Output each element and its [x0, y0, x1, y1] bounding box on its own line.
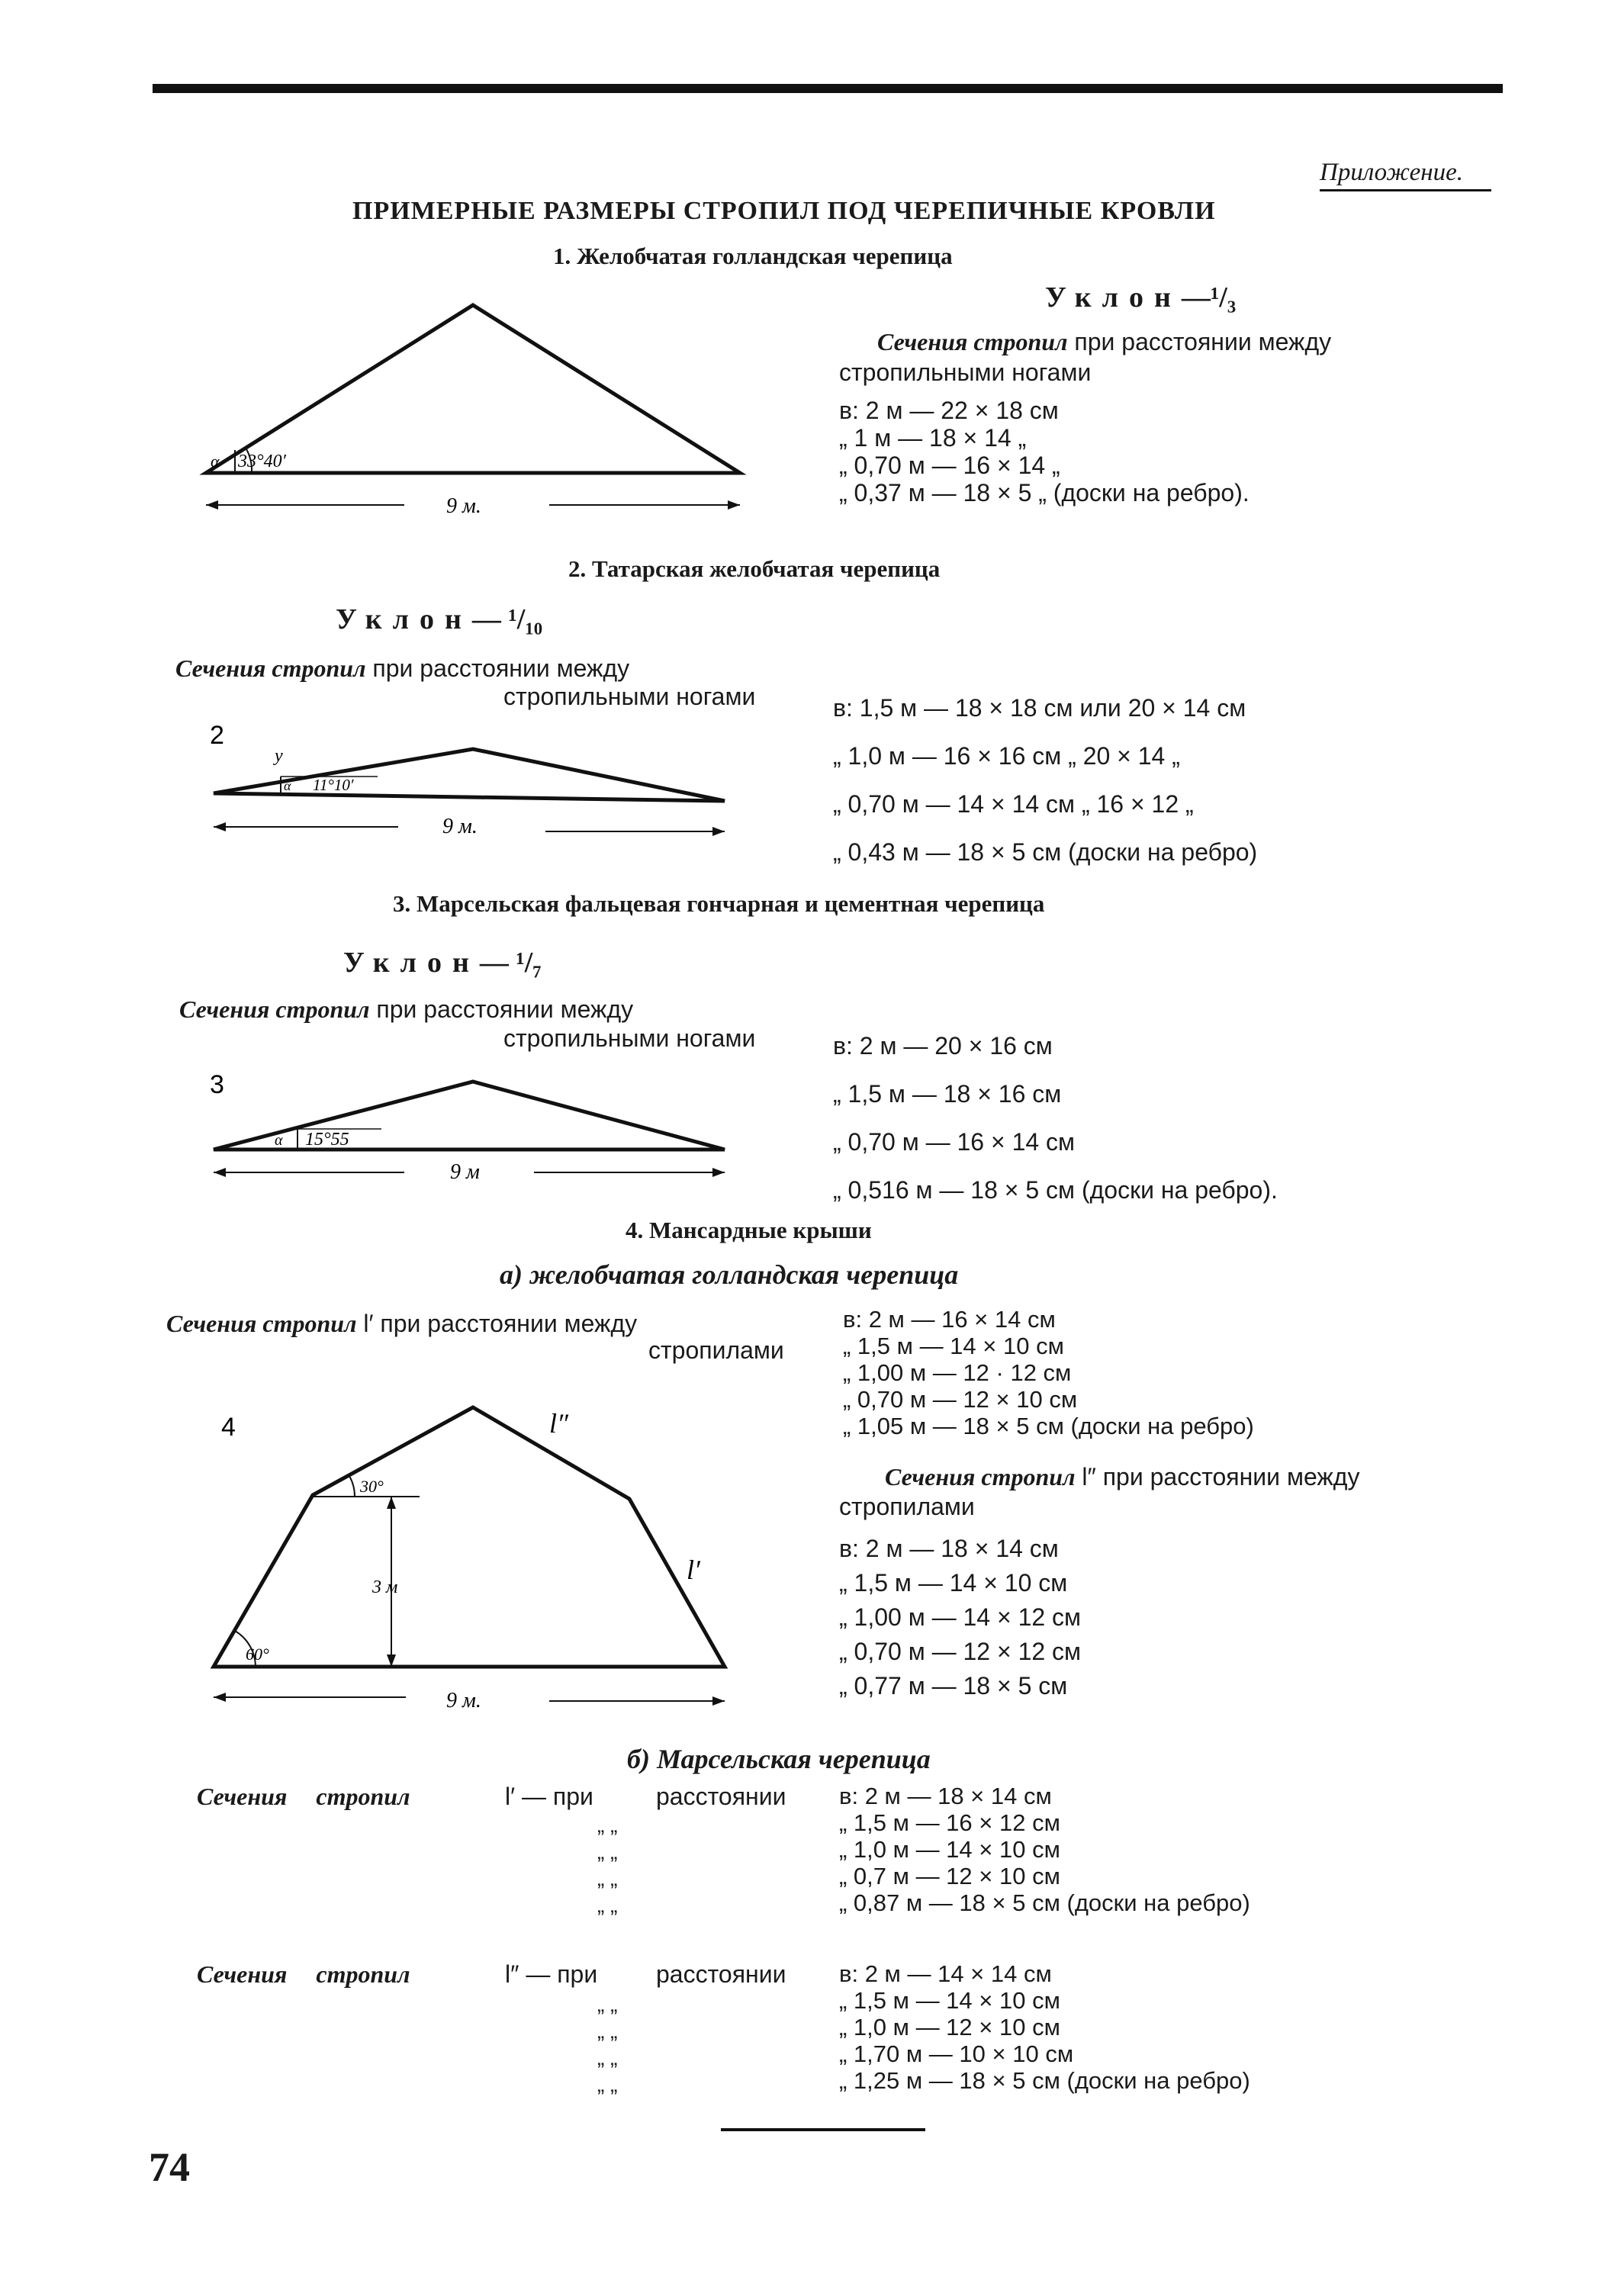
row: „ 0,70 м — 16 × 14 „ [839, 452, 1060, 479]
appendix-label: Приложение. [1320, 159, 1463, 186]
row: „ 0,70 м — 16 × 14 см [833, 1128, 1076, 1156]
row: „ 0,70 м — 12 × 12 см [839, 1638, 1082, 1665]
span-label: 9 м. [446, 494, 481, 518]
ditto-mark: „ „ [597, 1840, 618, 1863]
section-4b-dist-2: расстоянии [656, 1960, 786, 1988]
figure-mark: у [275, 746, 283, 766]
section-1-sections-caption-2: стропильными ногами [839, 359, 1092, 386]
caption-italic: Сечения стропил [197, 1783, 410, 1810]
row: „ 0,77 м — 18 × 5 см [839, 1672, 1068, 1699]
row: в: 2 м — 18 × 14 см [839, 1535, 1059, 1562]
caption-italic: Сечения стропил [197, 1960, 410, 1988]
mansard-outline [214, 1407, 725, 1667]
slope-word: Уклон [336, 603, 472, 635]
caption-italic: Сечения стропил [885, 1463, 1076, 1490]
section-4b-ditto-2 [597, 1991, 617, 2098]
angle-label: 33°40′ [238, 452, 286, 471]
section-4b-heading: б) Марсельская черепица [627, 1744, 931, 1774]
section-4a-rows-1 [843, 1306, 1254, 1439]
roof-triangle [214, 1082, 725, 1150]
bottom-rule [721, 2128, 925, 2131]
row: „ 1,5 м — 14 × 10 см [843, 1333, 1064, 1359]
section-1-rows [839, 397, 1250, 506]
slope-word: Уклон [1045, 281, 1182, 314]
slope-word: Уклон [343, 947, 480, 979]
caption-rest: l′ при расстоянии между [363, 1310, 638, 1337]
figure-number: 3 [210, 1070, 224, 1099]
section-4b-dist-1: расстоянии [656, 1783, 786, 1810]
section-1-heading: 1. Желобчатая голландская черепица [553, 243, 953, 269]
row: „ 1,00 м — 12 · 12 см [843, 1359, 1072, 1386]
row: „ 0,7 м — 12 × 10 см [839, 1863, 1060, 1889]
slope-value: — ¹/₁₀ [471, 603, 543, 635]
section-4a-rows-2 [839, 1532, 1081, 1703]
row: „ 0,37 м — 18 × 5 „ (доски на ребро). [839, 479, 1250, 506]
section-2-slope [336, 603, 542, 636]
ditto-mark: „ „ [597, 2073, 618, 2096]
figure-3-truss [198, 1056, 748, 1194]
row: „ 0,43 м — 18 × 5 см (доски на ребро) [833, 838, 1258, 866]
ditto-mark: „ „ [597, 1893, 618, 1917]
rafter-l1-label: l′ [687, 1555, 700, 1585]
page-number: 74 [149, 2144, 190, 2190]
row: в: 2 м — 16 × 14 см [843, 1306, 1056, 1333]
row: „ 1,0 м — 16 × 16 см „ 20 × 14 „ [833, 742, 1180, 770]
page-title: ПРИМЕРНЫЕ РАЗМЕРЫ СТРОПИЛ ПОД ЧЕРЕПИЧНЫЕ КРОВЛИ [352, 197, 1216, 225]
section-4b-rows-2 [839, 1960, 1250, 2094]
section-3-heading: 3. Марсельская фальцевая гончарная и цементная черепица [393, 890, 1045, 917]
height-label: 3 м [372, 1577, 398, 1597]
row: „ 1,5 м — 18 × 16 см [833, 1080, 1062, 1108]
row: „ 1,5 м — 14 × 10 см [839, 1569, 1068, 1597]
section-4b-label-1 [197, 1783, 410, 1811]
section-4a-caption-1-line2: стропилами [648, 1336, 784, 1364]
caption-rest: при расстоянии между [376, 995, 634, 1023]
ditto-mark: „ „ [597, 2019, 618, 2043]
ditto-mark: „ „ [597, 2046, 618, 2069]
row: в: 2 м — 22 × 18 см [839, 397, 1059, 424]
ditto-mark: „ „ [597, 1867, 618, 1890]
section-4a-heading: а) желобчатая голландская черепица [500, 1259, 959, 1290]
figure-number: 4 [221, 1413, 236, 1442]
row: в: 1,5 м — 18 × 18 см или 20 × 14 см [833, 694, 1246, 722]
caption-rest: при расстоянии между [372, 654, 630, 682]
row: в: 2 м — 14 × 14 см [839, 1960, 1052, 1987]
row: в: 2 м — 20 × 16 см [833, 1032, 1053, 1060]
ditto-mark: „ „ [597, 1813, 618, 1837]
section-4a-caption-1 [166, 1310, 637, 1338]
figure-4-mansard [198, 1388, 748, 1724]
section-4b-rows-1 [839, 1783, 1250, 1916]
section-4-heading: 4. Мансардные крыши [626, 1217, 872, 1243]
section-4b-mid-1: l′ — при [505, 1783, 593, 1810]
alpha-label: α [211, 452, 220, 471]
row: „ 0,70 м — 12 × 10 см [843, 1386, 1078, 1413]
angle-60-label: 60° [246, 1645, 269, 1664]
figure-1-truss [191, 290, 770, 519]
section-4a-caption-2 [885, 1463, 1359, 1491]
row: „ 1,0 м — 14 × 10 см [839, 1836, 1060, 1863]
figure-2-truss [198, 709, 748, 847]
span-label: 9 м [450, 1160, 480, 1184]
section-3-slope [343, 946, 542, 979]
section-2-sections-caption-2: стропильными ногами [503, 683, 756, 710]
row: „ 1,70 м — 10 × 10 см [839, 2040, 1074, 2067]
section-2-heading: 2. Татарская желобчатая черепица [568, 555, 941, 582]
ditto-mark: „ „ [597, 1992, 618, 2016]
section-3-rows [833, 1022, 1278, 1214]
alpha-label: α [284, 778, 291, 793]
span-label: 9 м. [446, 1689, 481, 1712]
section-3-sections-caption-2: стропильными ногами [503, 1024, 756, 1052]
row: в: 2 м — 18 × 14 см [839, 1783, 1052, 1809]
caption-italic: Сечения стропил [179, 995, 370, 1023]
row: „ 1,5 м — 14 × 10 см [839, 1987, 1060, 2014]
alpha-label: α [275, 1132, 283, 1149]
row: „ 1,5 м — 16 × 12 см [839, 1809, 1060, 1836]
section-2-sections-caption [175, 654, 629, 683]
angle-30-label: 30° [360, 1477, 384, 1496]
row: „ 1,00 м — 14 × 12 см [839, 1603, 1082, 1631]
span-label: 9 м. [442, 815, 478, 838]
slope-value: — ¹/₇ [479, 947, 542, 979]
caption-rest: при расстоянии между [1074, 328, 1332, 355]
section-4b-ditto-1 [597, 1812, 617, 1918]
rafter-l2-label: l″ [549, 1408, 568, 1439]
row: „ 1 м — 18 × 14 „ [839, 424, 1027, 452]
figure-number: 2 [210, 721, 224, 750]
section-4b-mid-2: l″ — при [505, 1960, 598, 1988]
section-1-sections-caption [839, 328, 1331, 356]
section-1-slope [1045, 281, 1236, 314]
angle-label: 15°55 [305, 1130, 349, 1150]
row: „ 0,87 м — 18 × 5 см (доски на ребро) [839, 1889, 1250, 1916]
angle-label: 11°10′ [313, 776, 354, 794]
row: „ 0,516 м — 18 × 5 см (доски на ребро). [833, 1176, 1278, 1204]
caption-rest: l″ при расстоянии между [1082, 1463, 1360, 1490]
caption-italic: Сечения стропил [175, 654, 366, 682]
top-rule [153, 84, 1503, 93]
row: „ 1,25 м — 18 × 5 см (доски на ребро) [839, 2067, 1250, 2094]
caption-italic: Сечения стропил [877, 328, 1068, 355]
section-2-rows [833, 684, 1257, 876]
section-4b-label-2 [197, 1960, 410, 1989]
section-4a-caption-2-line2: стропилами [839, 1493, 975, 1520]
row: „ 1,05 м — 18 × 5 см (доски на ребро) [843, 1413, 1254, 1439]
section-3-sections-caption [179, 995, 633, 1024]
caption-italic: Сечения стропил [166, 1310, 357, 1337]
row: „ 1,0 м — 12 × 10 см [839, 2014, 1060, 2040]
appendix-underline [1320, 189, 1491, 191]
slope-value: —¹/₃ [1181, 281, 1237, 314]
row: „ 0,70 м — 14 × 14 см „ 16 × 12 „ [833, 790, 1194, 818]
roof-triangle [206, 305, 740, 473]
